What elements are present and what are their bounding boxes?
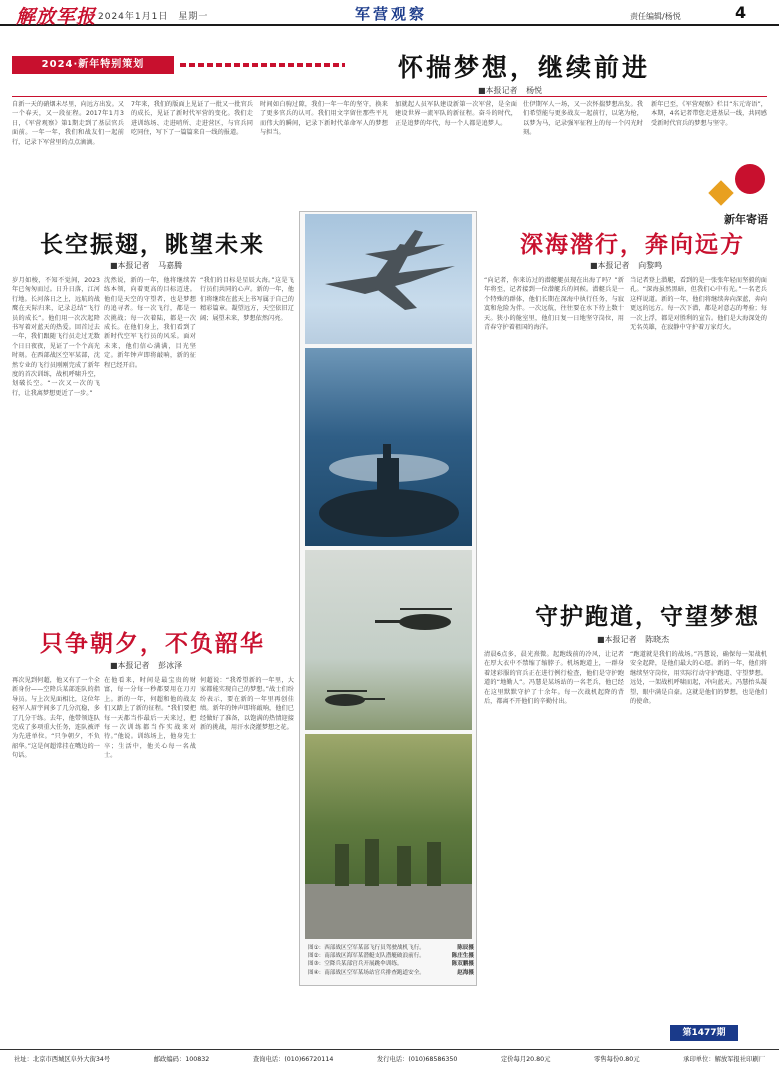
- byline-name: 彭冰泽: [158, 661, 183, 670]
- byline-prefix: ■本报记者: [110, 261, 150, 270]
- article-3-col-1: 再次见到何超，他又有了一个全新身份——空降兵某部连队的指导员。与上次见面相比，这位年轻军人眉宇间多了几分沉稳，多了几分干练。去年，他带领连队完成了多项重大任务，连队被评为先进单位。“只争朝夕，不负韶华。”这是何超常挂在嘴边的一句话。: [12, 677, 100, 760]
- footer-postcode: 邮政编码：100832: [153, 1056, 210, 1063]
- article-title-4: 守护跑道，守望梦想: [535, 603, 760, 630]
- caption-author: 陈双鹏摄: [451, 961, 474, 968]
- submarine-icon: [305, 348, 472, 546]
- photo-paratroopers: [305, 550, 472, 730]
- byline-name: 向黎鸣: [638, 261, 663, 270]
- intro-col-2: 7年来，我们的版面上见证了一批又一批官兵的成长，见证了新时代军营的变化。我们走进训练场、走进哨所、走进营区，与官兵同吃同住，写下了一篇篇来自一线的报道。: [131, 101, 253, 137]
- footer: [0, 1049, 779, 1068]
- caption-row: [308, 969, 474, 977]
- caption-author: 陈庄生摄: [451, 953, 474, 960]
- intro-col-5: 仕伊期军人一场，又一次怀揣梦想出发。我们希望能与更多战友一起前行，以笔为枪，以梦为马，记录强军征程上的每一个闪光时刻。: [523, 101, 643, 137]
- footer-phone: 查询电话：(010)66720114: [252, 1056, 334, 1063]
- photo-fighter-jets: [305, 214, 472, 344]
- special-banner: 2024·新年特别策划: [12, 56, 174, 74]
- feature-title: 怀揣梦想，继续前进: [398, 53, 651, 82]
- article-byline-4: [597, 634, 669, 645]
- photo-captions: [308, 944, 474, 977]
- new-year-tag: 新年寄语: [724, 213, 768, 226]
- caption-text: 图①：西部战区空军某部飞行员驾驶战机飞行。: [308, 945, 425, 951]
- article-3-col-2: 在他看来，时间是最宝贵的财富，每一分每一秒都要用在刀刃上。新的一年，何超和他的战友们又踏上了新的征程。“我们要把每一天都当作最后一天来过，把每一次训练都当作实战来对待。”他说。训练场上，他身先士卒；生活中，他关心每一名战士。: [104, 677, 196, 760]
- newspaper-logo: 解放军报: [16, 6, 97, 28]
- article-3-col-3: 何超说：“我希望新的一年里，大家都能实现自己的梦想。”战士们纷纷表示，要在新的一年里再创佳绩。新年的钟声即将敲响，他们已经做好了准备，以饱满的热情迎接新的挑战，用汗水浇灌梦想之花。: [200, 677, 294, 732]
- fighter-jet-icon: [305, 214, 472, 344]
- caption-row: [308, 960, 474, 968]
- rule: [12, 96, 767, 97]
- byline-name: 马嘉腾: [158, 261, 183, 270]
- intro-col-1: 自新一天的硝烟未尽里，向远方出发。又一个春天，又一段征程。2017年1月3日，《军营观察》第1期走到了基层官兵面前。一年一年，我们和战友们一起前行，记录下军营里的点点滴滴。: [12, 101, 124, 146]
- soldiers-icon: [305, 734, 472, 939]
- issue-date: 2024年1月1日 星期一: [98, 12, 209, 22]
- banner-stripe: [180, 63, 345, 67]
- feature-byline: [478, 85, 542, 96]
- byline-prefix: ■本报记者: [597, 635, 637, 644]
- badge-icon: [708, 180, 733, 205]
- section-title: 军营观察: [355, 5, 428, 23]
- article-byline-3: [110, 660, 182, 671]
- article-4-col-2: “跑道就是我们的战场。”冯慧说，确保每一架战机安全起降，是他们最大的心愿。新的一年，他们将继续坚守岗位，用实际行动守护跑道、守望梦想。远处，一架战机呼啸而起，冲向蓝天。冯慧抬头凝望，眼中满是自豪。这就是他们的梦想，也是他们的使命。: [630, 651, 767, 706]
- intro-col-6: 新年已至，《军营观察》栏目“东元寄语”，本期，4名记者带您走进基层一线，共同感受新时代官兵的梦想与坚守。: [651, 101, 767, 127]
- issue-badge: 第1477期: [670, 1025, 738, 1041]
- caption-author: 赵海摄: [457, 969, 474, 976]
- photo-runway-inspection: [305, 734, 472, 939]
- article-title-2: 深海潜行，奔向远方: [520, 231, 745, 258]
- caption-row: [308, 952, 474, 960]
- article-4-col-1: 清晨6点多，晨光熹微。起跑线前的冷风，让记者在厚大衣中不禁缩了缩脖子。机场跑道上，一群身着迷彩服的官兵正在进行例行检查，他们是守护跑道的“地勤人”。冯慧是某场站的一名老兵，他已经在这里默默守护了十余年。每一次战机起降的背后，都离不开他们的辛勤付出。: [484, 651, 624, 706]
- article-byline-1: [110, 260, 182, 271]
- byline-name: 陈晓杰: [645, 635, 670, 644]
- article-1-col-3: “我们的目标是星辰大海。”这是飞行员们共同的心声。新的一年，他们将继续在蓝天上书写属于自己的精彩篇章。凝望远方，天空依旧辽阔；展望未来，梦想依然闪亮。: [200, 277, 294, 322]
- article-title-1: 长空振翅，眺望未来: [40, 231, 265, 258]
- article-1-col-2: 沈然说，新的一年，他将继续苦练本领，向着更高的目标迈进。他们是天空的守望者，也是梦想的追寻者。每一次飞行，都是一次挑战；每一次着陆，都是一次成长。在他们身上，我们看到了新时代空军飞行员的风采。面对未来，他们信心满满，目光坚定。新年钟声即将敲响，新的征程已经开启。: [104, 277, 196, 369]
- caption-text: 图④：南部战区空军某场站官兵排查跑道安全。: [308, 969, 425, 976]
- intro-col-3: 时间如白驹过隙，我们一年一年的坚守，换来了更多官兵的认可。我们用文字留住那些平凡而伟大的瞬间，记录下新时代革命军人的梦想与担当。: [260, 101, 388, 137]
- caption-author: 陈辰摄: [457, 945, 474, 951]
- photo-submarine: [305, 348, 472, 546]
- footer-price: 定价每月20.80元: [500, 1056, 551, 1063]
- article-1-col-1: 岁月如梭，不知不觉间，2023年已匆匆而过。日升日落，江河行地。长河落日之上，远航的战鹰在天际归来，记录总结“飞行员的成长”。他们用一次次起降书写着对蓝天的热爱。回首过去一年，我们跟随飞行员走过无数个日日夜夜，见证了一个个高光时刻。在西部战区空军某部，沈然专业的飞行员刚刚完成了新年度的首次训练，战机呼啸升空，划破长空。“一次又一次的飞行，让我离梦想更近了一步。”: [12, 277, 100, 397]
- page-number: 4: [735, 3, 747, 22]
- editor-credit: 责任编辑/杨悦: [630, 12, 681, 21]
- article-2-col-2: 当记者登上潜艇，看到的是一张张年轻而坚毅的面孔。“深海虽然黑暗，但我们心中有光。”一名老兵这样说道。新的一年，他们将继续奔向深蓝，奔向更远的远方。每一次下潜，都是对意志的考验；每一次上浮，都是对胜利的宣告。他们是大海深处的无名英雄，在寂静中守护着万家灯火。: [630, 277, 767, 332]
- caption-row: [308, 944, 474, 952]
- intro-col-4: 加就起人员军队建设新第一次军营，是全面建设世界一流军队的新征程。奋斗的时代，正是追梦的年代，每一个人都是追梦人。: [395, 101, 517, 127]
- helicopter-icon: [305, 550, 472, 730]
- footer-address: 社址：北京市西城区阜外大街34号: [14, 1056, 111, 1063]
- footer-distribution: 发行电话：(010)68586350: [376, 1056, 458, 1063]
- byline-prefix: ■本报记者: [110, 661, 150, 670]
- byline-prefix: ■本报记者: [478, 86, 518, 95]
- seal-icon: [735, 164, 765, 194]
- footer-retail: 零售每份0.80元: [594, 1056, 640, 1063]
- article-title-3: 只争朝夕，不负韶华: [40, 630, 265, 657]
- article-2-col-1: “向记者，你来访过的潜艇艇员现在出海了吗？”新年将至，记者接到一位潜艇兵的问候。潜艇兵是一个特殊的群体，他们长期在深海中执行任务，与寂寞和危险为伴。一次远航，往往要在水下待上数十天。狭小的舱室里，他们日复一日地坚守岗位，用青春守护着祖国的海洋。: [484, 277, 624, 332]
- caption-text: 图②：南部战区海军某潜艇支队潜艇破浪前行。: [308, 953, 425, 960]
- article-byline-2: [590, 260, 662, 271]
- footer-printer: 承印单位：解放军报社印刷厂: [683, 1056, 765, 1063]
- byline-name: 杨悦: [526, 86, 543, 95]
- byline-prefix: ■本报记者: [590, 261, 630, 270]
- caption-text: 图③：空降兵某部官兵开展跳伞训练。: [308, 961, 403, 968]
